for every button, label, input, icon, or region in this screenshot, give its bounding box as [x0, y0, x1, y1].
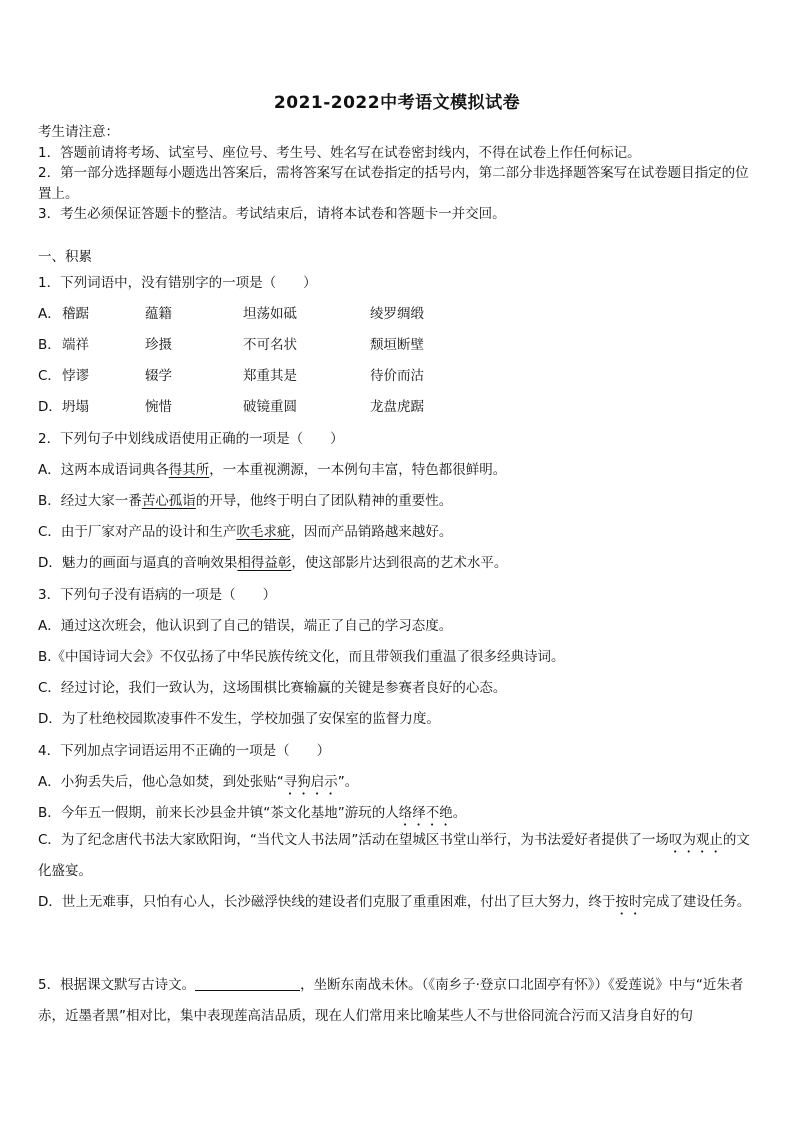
question-text: 5．根据课文默写古诗文。 [38, 977, 196, 993]
notice-heading: 考生请注意： [38, 124, 119, 140]
question-2-stem: 2．下列句子中划线成语使用正确的一项是（ ） [38, 431, 344, 447]
q3-option-c[interactable]: C．经过讨论，我们一致认为，这场围棋比赛输赢的关键是参赛者良好的心态。 [38, 680, 507, 696]
option-text: ，因而产品销路越来越好。 [290, 524, 453, 540]
option-text: 。 [452, 805, 467, 821]
question-4-stem: 4．下列加点字词语运用不正确的一项是（ ） [38, 743, 331, 759]
notice-item: 1．答题前请将考场、试室号、座位号、考生号、姓名写在试卷密封线内，不得在试卷上作任何标记。 [38, 144, 641, 161]
option-word: 辍学 [145, 368, 172, 384]
option-text: D．世上无难事，只怕有心人，长沙磁浮快线的建设者们克服了重重困难，付出了巨大努力，终于 [38, 894, 616, 910]
option-text: 完成了建设任务。 [642, 894, 751, 910]
option-word: 坍塌 [62, 399, 89, 415]
option-word: 端祥 [62, 337, 89, 353]
underlined-idiom: 吹毛求疵 [236, 524, 291, 540]
option-word: 破镜重圆 [243, 399, 297, 415]
option-text: B．今年五一假期，前来长沙县金井镇“茶文化基地”游玩的人 [38, 805, 399, 821]
dotted-word: “寻狗启示” [276, 774, 345, 790]
q3-option-b[interactable]: B.《中国诗词大会》不仅弘扬了中华民族传统文化，而且带领我们重温了很多经典诗词。 [38, 649, 565, 665]
option-word: 蕴籍 [145, 306, 172, 322]
notice-item: 2．第一部分选择题每小题选出答案后，需将答案写在试卷指定的括号内，第二部分非选择题答案写在试卷题目指定的位置上。 [38, 165, 749, 202]
option-word: 稽踞 [62, 306, 89, 322]
option-text: ，使这部影片达到很高的艺术水平。 [291, 555, 508, 571]
option-text: B．经过大家一番 [38, 493, 142, 509]
notice-block [38, 122, 760, 225]
option-label: D． [38, 399, 62, 415]
notice-item: 3．考生必须保证答题卡的整洁。考试结束后，请将本试卷和答题卡一并交回。 [38, 206, 506, 222]
q2-option-a[interactable] [38, 458, 760, 478]
q2-option-c[interactable] [38, 520, 760, 540]
question-text: ，坐断东南战未休。（《南乡子·登京口北固亭有怀》）《爱莲说》中与“近朱者赤，近墨者黑”相对比，集中表现莲高洁品质，现在人们常用来比喻某些人不与世俗同流合污而又洁身自好的句 [38, 977, 744, 1024]
option-label: C． [38, 368, 61, 384]
q2-option-b[interactable] [38, 489, 760, 509]
option-word: 坦荡如砥 [243, 306, 297, 322]
option-word: 惋惜 [145, 399, 172, 415]
answer-blank[interactable] [195, 976, 300, 991]
option-word: 龙盘虎踞 [370, 399, 424, 415]
option-word: 不可名状 [243, 337, 297, 353]
question-5 [38, 970, 760, 1032]
option-text: A．这两本成语词典各 [38, 462, 169, 478]
q3-option-a[interactable]: A．通过这次班会，他认识到了自己的错误，端正了自己的学习态度。 [38, 618, 453, 634]
option-text: 的文化盛宴。 [38, 832, 750, 879]
option-text: D．魅力的画面与逼真的音响效果 [38, 555, 238, 571]
page-title: 2021-2022中考语文模拟试卷 [273, 93, 521, 113]
dotted-word: 叹为观止 [668, 832, 723, 848]
section-heading: 一、积累 [38, 249, 92, 265]
q4-option-c[interactable] [38, 825, 760, 887]
underlined-idiom: 苦心孤诣 [141, 493, 196, 509]
option-word: 珍摄 [145, 337, 172, 353]
q3-option-d[interactable]: D．为了杜绝校园欺凌事件不发生，学校加强了安保室的监督力度。 [38, 711, 440, 727]
option-word: 绫罗绸缎 [370, 306, 424, 322]
q2-option-d[interactable] [38, 551, 760, 571]
option-text: C．为了纪念唐代书法大家欧阳询，“当代文人书法周”活动在望城区书堂山举行，为书法爱好者提供了一场 [38, 832, 669, 848]
dotted-word: 按时 [615, 894, 643, 910]
option-label: B． [38, 337, 61, 353]
option-word: 悖谬 [62, 368, 89, 384]
option-text: ，一本重视溯源，一本例句丰富，特色都很鲜明。 [209, 462, 507, 478]
option-text: 的开导，他终于明白了团队精神的重要性。 [195, 493, 453, 509]
option-word: 待价而沽 [370, 368, 424, 384]
q4-option-a[interactable] [38, 770, 760, 798]
question-1-stem: 1．下列词语中，没有错别字的一项是（ ） [38, 275, 317, 291]
option-word: 郑重其是 [243, 368, 297, 384]
dotted-word: 络绎不绝 [398, 805, 453, 821]
option-text: C．由于厂家对产品的设计和生产 [38, 524, 237, 540]
q4-option-d[interactable] [38, 887, 760, 918]
option-label: A． [38, 306, 61, 322]
underlined-idiom: 相得益彰 [237, 555, 292, 571]
option-word: 颓垣断壁 [370, 337, 424, 353]
option-text: A．小狗丢失后，他心急如焚，到处张贴 [38, 774, 277, 790]
option-text: 。 [344, 774, 359, 790]
question-3-stem: 3．下列句子没有语病的一项是（ ） [38, 587, 277, 603]
underlined-idiom: 得其所 [168, 462, 210, 478]
